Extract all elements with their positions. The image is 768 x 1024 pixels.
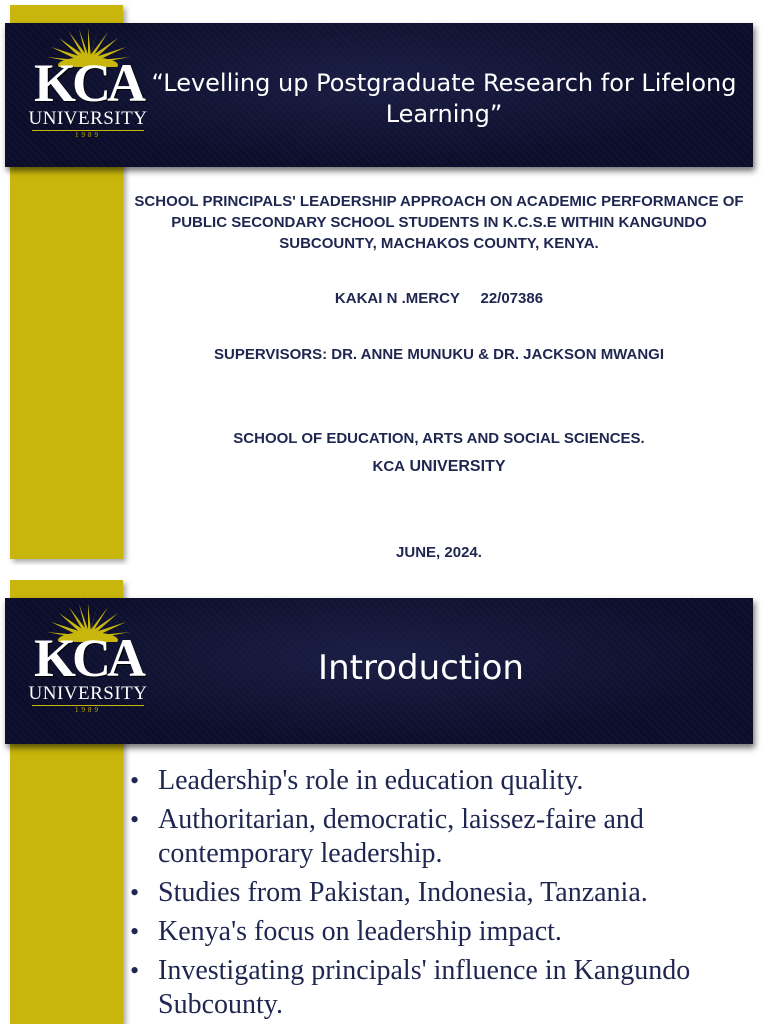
header-banner (5, 598, 753, 744)
bullet-icon: • (130, 956, 140, 985)
university-word: UNIVERSITY (409, 458, 506, 475)
school-name: SCHOOL OF EDUCATION, ARTS AND SOCIAL SCIENCES. (233, 430, 645, 447)
logo-year: 1989 (75, 131, 101, 139)
logo-word: UNIVERSITY (28, 683, 148, 704)
logo-letters: KCA (34, 628, 142, 688)
bullet-item: • Studies from Pakistan, Indonesia, Tanzania. (130, 877, 648, 908)
bullet-item: • Authoritarian, democratic, laissez-faire and contemporary leadership. (130, 804, 644, 869)
bullet-icon: • (130, 805, 140, 834)
banner-slogan: “Levelling up Postgraduate Research for Lifelong Learning” (151, 69, 737, 128)
bullet-icon: • (130, 766, 140, 795)
thesis-title: SCHOOL PRINCIPALS' LEADERSHIP APPROACH ON ACADEMIC PERFORMANCE OF PUBLIC SECONDARY SCHOOL STUDENTS IN K.C.S.E WITHIN KANGUNDO SUBCOUNTY, MACHAKOS COUNTY, KENYA. (134, 193, 744, 252)
logo-year: 1989 (75, 706, 101, 714)
kca-university-logo (27, 27, 149, 143)
logo-word: UNIVERSITY (28, 108, 148, 129)
slide-title: Introduction (318, 648, 524, 688)
kca-university-logo (27, 602, 149, 718)
presentation-date: JUNE, 2024. (396, 544, 482, 561)
bullet-item: • Investigating principals' influence in Kangundo Subcounty. (130, 955, 691, 1020)
header-banner (5, 23, 753, 167)
bullet-icon: • (130, 878, 140, 907)
bullet-icon: • (130, 917, 140, 946)
supervisors-line: SUPERVISORS: DR. ANNE MUNUKU & DR. JACKSON MWANGI (213, 346, 665, 363)
author-name: KAKAI N .MERCY 22/07386 (334, 290, 544, 307)
logo-letters: KCA (34, 53, 142, 113)
bullet-item: • Kenya's focus on leadership impact. (130, 916, 562, 947)
introduction-slide (0, 580, 768, 1024)
bullet-list (128, 764, 748, 1024)
bullet-item: • Leadership's role in education quality. (130, 765, 584, 796)
university-prefix: KCA (372, 458, 406, 475)
university-name (130, 456, 748, 477)
